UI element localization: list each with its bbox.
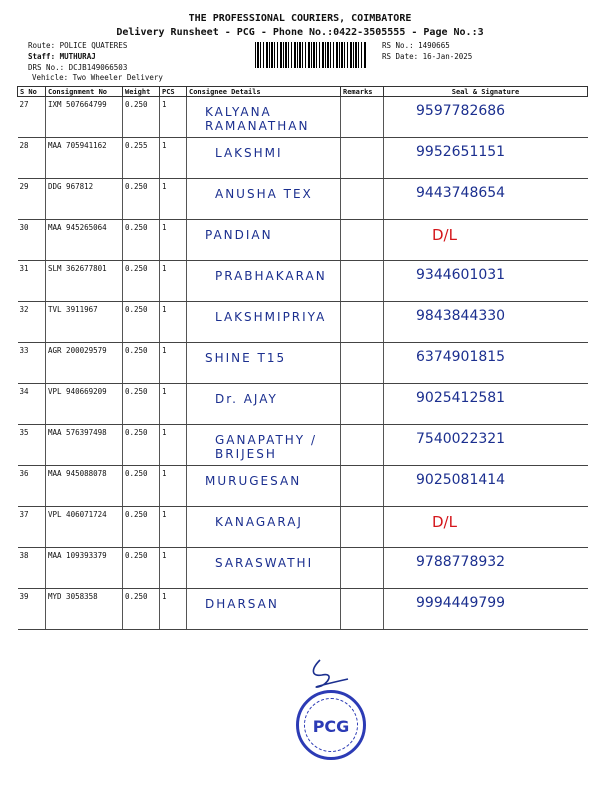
consignee-handwriting: SARASWATHI [215,556,314,570]
barcode-image [255,42,367,68]
cell-consignment-no [46,97,123,138]
seal-signature-handwriting: D/L [432,513,457,531]
cell-consignee [187,261,341,302]
cell-weight [123,384,160,425]
cell-consignee [187,220,341,261]
cell-weight-text: 0.250 [125,305,148,314]
cell-consignment-no-text: MAA 705941162 [48,141,107,150]
seal-signature-handwriting: 9443748654 [416,185,506,201]
cell-pcs-text: 1 [162,346,167,355]
cell-consignment-no-text: DDG 967812 [48,182,94,191]
cell-pcs-text: 1 [162,387,167,396]
cell-weight [123,179,160,220]
cell-consignment-no-text: MYD 3058358 [48,592,98,601]
cell-sno-text: 33 [19,346,29,355]
col-header-sno: S No [18,87,46,97]
col-header-seal: Seal & Signature [384,87,588,97]
handwritten-signature [300,655,370,695]
consignee-handwriting: MURUGESAN [205,474,302,488]
company-title: THE PROFESSIONAL COURIERS, COIMBATORE [188,13,412,24]
consignee-handwriting: LAKSHMIPRIYA [215,310,327,324]
cell-pcs [160,220,187,261]
cell-consignment-no-text: MAA 945265064 [48,223,107,232]
cell-pcs-text: 1 [162,100,167,109]
cell-remarks [341,425,384,466]
seal-signature-handwriting: 9994449799 [416,595,506,611]
cell-sno-text: 38 [19,551,29,560]
cell-sno-text: 32 [19,305,29,314]
cell-sno-text: 28 [19,141,29,150]
cell-pcs-text: 1 [162,592,167,601]
cell-sno [18,384,46,425]
cell-seal [384,261,588,302]
cell-consignment-no-text: VPL 940669209 [48,387,107,396]
cell-pcs-text: 1 [162,141,167,150]
cell-sno [18,466,46,507]
seal-signature-handwriting: 9025081414 [416,472,506,488]
cell-remarks [341,384,384,425]
cell-pcs-text: 1 [162,182,167,191]
cell-pcs [160,138,187,179]
cell-consignment-no-text: MAA 109393379 [48,551,107,560]
cell-sno-text: 35 [19,428,29,437]
cell-consignment-no [46,220,123,261]
table-header-row [18,87,588,97]
consignee-handwriting: LAKSHMI [215,146,283,160]
cell-consignment-no [46,466,123,507]
consignee-handwriting: SHINE T15 [205,351,287,365]
cell-weight [123,302,160,343]
cell-remarks [341,179,384,220]
cell-consignee [187,507,341,548]
cell-weight [123,548,160,589]
cell-weight-text: 0.250 [125,387,148,396]
cell-seal [384,507,588,548]
cell-remarks [341,261,384,302]
table-row [18,384,588,425]
cell-consignee [187,97,341,138]
col-header-consignee: Consignee Details [187,87,341,97]
cell-remarks [341,466,384,507]
cell-pcs-text: 1 [162,551,167,560]
cell-pcs [160,548,187,589]
consignee-handwriting: PRABHAKARAN [215,269,327,283]
cell-pcs [160,97,187,138]
cell-pcs [160,179,187,220]
cell-weight [123,589,160,630]
consignee-handwriting: DHARSAN [205,597,279,611]
cell-consignment-no [46,138,123,179]
rs-date: RS Date: 16-Jan-2025 [382,52,473,61]
cell-sno-text: 29 [19,182,29,191]
cell-sno [18,97,46,138]
cell-weight [123,97,160,138]
cell-remarks [341,97,384,138]
rs-number: RS No.: 1490665 [382,41,450,50]
consignee-handwriting: Dr. AJAY [215,392,278,406]
cell-consignee [187,302,341,343]
seal-signature-handwriting: 9843844330 [416,308,506,324]
cell-consignee [187,179,341,220]
cell-consignee [187,384,341,425]
cell-seal [384,343,588,384]
cell-seal [384,589,588,630]
table-row [18,507,588,548]
cell-consignment-no-text: TVL 3911967 [48,305,98,314]
cell-consignee [187,466,341,507]
cell-remarks [341,507,384,548]
cell-remarks [341,548,384,589]
cell-consignment-no [46,179,123,220]
cell-seal [384,384,588,425]
table-row [18,548,588,589]
cell-seal [384,220,588,261]
cell-consignment-no [46,589,123,630]
cell-pcs [160,261,187,302]
table-row [18,220,588,261]
col-header-remarks: Remarks [341,87,384,97]
cell-sno-text: 31 [19,264,29,273]
cell-weight [123,220,160,261]
cell-consignment-no [46,507,123,548]
seal-signature-handwriting: 9597782686 [416,103,506,119]
cell-pcs-text: 1 [162,469,167,478]
cell-seal [384,138,588,179]
cell-pcs-text: 1 [162,510,167,519]
cell-remarks [341,302,384,343]
cell-consignment-no [46,384,123,425]
col-header-consignment: Consignment No [46,87,123,97]
cell-weight-text: 0.250 [125,510,148,519]
cell-seal [384,548,588,589]
cell-sno [18,261,46,302]
cell-weight [123,261,160,302]
cell-weight-text: 0.250 [125,428,148,437]
consignee-handwriting: ANUSHA TEX [215,187,313,201]
cell-seal [384,179,588,220]
cell-consignment-no-text: MAA 945088078 [48,469,107,478]
cell-sno [18,138,46,179]
cell-consignment-no [46,548,123,589]
cell-pcs [160,425,187,466]
cell-seal [384,302,588,343]
cell-sno [18,589,46,630]
table-row [18,343,588,384]
seal-signature-handwriting: 7540022321 [416,431,506,447]
cell-consignment-no-text: SLM 362677801 [48,264,107,273]
cell-consignee [187,425,341,466]
cell-sno-text: 39 [19,592,29,601]
cell-pcs [160,466,187,507]
cell-remarks [341,343,384,384]
cell-consignee [187,548,341,589]
vehicle-text: Vehicle: Two Wheeler Delivery [32,73,163,82]
cell-weight-text: 0.250 [125,223,148,232]
seal-signature-handwriting: D/L [432,226,457,244]
consignee-handwriting: KANAGARAJ [215,515,303,529]
cell-sno-text: 34 [19,387,29,396]
seal-signature-handwriting: 9025412581 [416,390,506,406]
drs-number: DRS No.: DCJB149066503 [28,63,128,72]
table-row [18,302,588,343]
table-row [18,466,588,507]
pcg-stamp [296,690,366,760]
cell-sno [18,425,46,466]
cell-weight-text: 0.250 [125,551,148,560]
cell-weight-text: 0.250 [125,264,148,273]
table-row [18,425,588,466]
cell-seal [384,425,588,466]
cell-consignee [187,589,341,630]
table-row [18,138,588,179]
cell-consignment-no-text: IXM 507664799 [48,100,107,109]
cell-weight-text: 0.250 [125,346,148,355]
cell-sno-text: 37 [19,510,29,519]
cell-sno [18,302,46,343]
cell-pcs [160,302,187,343]
cell-seal [384,466,588,507]
cell-remarks [341,589,384,630]
cell-sno-text: 27 [19,100,29,109]
cell-pcs [160,589,187,630]
cell-weight [123,507,160,548]
cell-remarks [341,220,384,261]
cell-consignment-no [46,425,123,466]
cell-consignee [187,138,341,179]
cell-consignment-no [46,261,123,302]
runsheet-table [17,86,588,630]
cell-consignee [187,343,341,384]
table-row [18,589,588,630]
table-row [18,261,588,302]
cell-pcs [160,343,187,384]
cell-pcs-text: 1 [162,428,167,437]
consignee-handwriting: KALYANA RAMANATHAN [205,105,310,133]
cell-weight-text: 0.250 [125,100,148,109]
seal-signature-handwriting: 9344601031 [416,267,506,283]
col-header-pcs: PCS [160,87,187,97]
cell-consignment-no-text: MAA 576397498 [48,428,107,437]
consignee-handwriting: GANAPATHY / BRIJESH [215,433,317,461]
cell-sno [18,343,46,384]
cell-remarks [341,138,384,179]
cell-weight [123,466,160,507]
cell-pcs [160,507,187,548]
cell-weight [123,138,160,179]
seal-signature-handwriting: 6374901815 [416,349,506,365]
cell-consignment-no [46,302,123,343]
cell-weight-text: 0.250 [125,469,148,478]
cell-sno [18,507,46,548]
cell-consignment-no-text: VPL 406071724 [48,510,107,519]
cell-weight [123,343,160,384]
cell-weight-text: 0.250 [125,592,148,601]
cell-sno [18,220,46,261]
runsheet-subtitle: Delivery Runsheet - PCG - Phone No.:0422-3505555 - Page No.:3 [116,27,484,38]
seal-signature-handwriting: 9788778932 [416,554,506,570]
cell-weight [123,425,160,466]
cell-pcs-text: 1 [162,305,167,314]
cell-pcs [160,384,187,425]
consignee-handwriting: PANDIAN [205,228,273,242]
cell-weight-text: 0.255 [125,141,148,150]
cell-consignment-no [46,343,123,384]
cell-pcs-text: 1 [162,264,167,273]
cell-sno [18,548,46,589]
cell-sno [18,179,46,220]
seal-signature-handwriting: 9952651151 [416,144,506,160]
stamp-text: PCG [312,717,350,736]
route-text: Route: POLICE QUATERES [28,41,128,50]
col-header-weight: Weight [123,87,160,97]
table-row [18,179,588,220]
cell-sno-text: 36 [19,469,29,478]
cell-seal [384,97,588,138]
cell-pcs-text: 1 [162,223,167,232]
table-row [18,97,588,138]
cell-sno-text: 30 [19,223,29,232]
staff-text: Staff: MUTHURAJ [28,52,96,61]
cell-consignment-no-text: AGR 200029579 [48,346,107,355]
cell-weight-text: 0.250 [125,182,148,191]
